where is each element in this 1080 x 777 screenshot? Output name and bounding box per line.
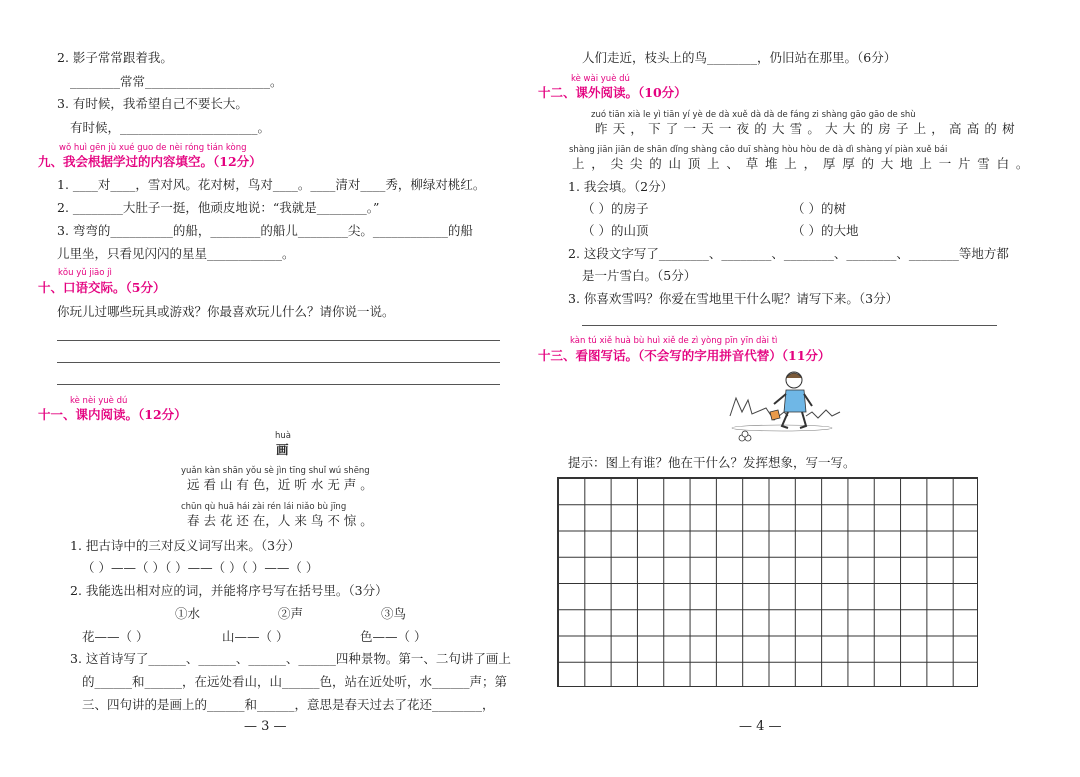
s12-q2-line2: 是一片雪白。（5分） [582,268,697,283]
s10-heading: 十、口语交际。（5分） [38,280,166,295]
passage-line2: 上，尖尖的山顶上、草堆上，厚厚的大地上一片雪白。 [572,156,1036,171]
page-number-left: — 3 — [244,719,287,734]
page-number-right: — 4 — [739,719,782,734]
q2-fill-flower[interactable]: 花——（ ） [82,629,149,644]
poem-line2-pinyin: chūn qù huā hái zài rén lái niǎo bù jīng [181,502,347,512]
s11-q1: 1. 把古诗中的三对反义词写出来。（3分） [70,538,301,553]
q8-item2: 2. 影子常常跟着我。 [57,50,173,65]
passage-line1: 昨天，下了一天一夜的大雪。大大的房子上，高高的树 [595,121,1020,136]
s10-pinyin: kǒu yǔ jiāo jì [58,268,112,278]
poem-line2: 春 去 花 还 在，人 来 鸟 不 惊 。 [187,513,373,528]
s9-pinyin: wǒ huì gēn jù xué guo de nèi róng tián kòng [59,143,247,153]
s12-pinyin: kè wài yuè dú [571,74,630,84]
s11-heading: 十一、课内阅读。（12分） [38,407,187,422]
s12-heading: 十二、课外阅读。（10分） [538,85,687,100]
s12-q3: 3. 你喜欢雪吗？你爱在雪地里干什么呢？请写下来。（3分） [568,291,899,306]
poem-line1-pinyin: yuǎn kàn shān yǒu sè jìn tīng shuǐ wú shēng [181,466,370,476]
s11-q2: 2. 我能选出相对应的词，并能将序号写在括号里。（3分） [70,583,388,598]
s12-q1: 1. 我会填。（2分） [568,179,674,194]
option-bird: ③鸟 [381,606,407,621]
answer-line[interactable] [57,340,500,341]
s9-line1[interactable]: 1. ____对____，雪对风。花对树，鸟对____。____清对____秀，柳绿对桃红。 [57,177,486,192]
q2-fill-mountain[interactable]: 山——（ ） [222,629,289,644]
answer-line[interactable] [57,362,500,363]
answer-line[interactable] [582,325,997,326]
s9-line3[interactable]: 3. 弯弯的__________的船，________的船儿________尖。____________的船 [57,223,473,238]
q8-item2-fill[interactable]: ________常常____________________。 [70,74,283,89]
q8-item3-fill[interactable]: 有时候，______________________。 [70,120,271,135]
passage-line1-pinyin: zuó tiān xià le yì tiān yí yè de dà xuě dà dà de fáng zi shàng gāo gāo de shù [591,110,916,120]
writing-grid[interactable] [557,477,978,687]
s9-heading: 九、我会根据学过的内容填空。（12分） [38,154,262,169]
child-playing-illustration [722,368,842,448]
s9-line4[interactable]: 儿里坐，只看见闪闪的星星____________。 [57,246,295,261]
s13-heading: 十三、看图写话。（不会写的字用拼音代替）（11分） [538,348,831,363]
passage-line2-pinyin: shàng jiān jiān de shān dǐng shàng cǎo duī shàng hòu hòu de dà dì shàng yí piàn xuě bái [569,145,948,155]
poem-line1: 远 看 山 有 色，近 听 水 无 声 。 [187,477,373,492]
option-water: ①水 [175,606,201,621]
s13-hint: 提示：图上有谁？他在干什么？发挥想象，写一写。 [568,455,856,470]
s11-pinyin: kè nèi yuè dú [70,396,128,406]
s11-continuation[interactable]: 人们走近，枝头上的鸟________，仍旧站在那里。（6分） [582,50,897,65]
s9-line2[interactable]: 2. ________大肚子一挺，他顽皮地说：“我就是________。” [57,200,380,215]
s13-pinyin: kàn tú xiě huà bù huì xiě de zì yòng pīn yīn dài tì [570,336,778,346]
answer-line[interactable] [57,384,500,385]
s11-q3-line2[interactable]: 的______和______，在远处看山，山______色，站在近处听，水______声；第 [82,674,508,689]
s11-q3-line1[interactable]: 3. 这首诗写了______、______、______、______四种景物。第一、二句讲了画上 [70,651,511,666]
s12-q1-c[interactable]: （ ）的山顶 [582,223,649,238]
s11-q3-line3[interactable]: 三、四句讲的是画上的______和______，意思是春天过去了花还________， [82,697,495,712]
s12-q2-line1[interactable]: 2. 这段文字写了________、________、________、________、________等地方都 [568,246,1009,261]
s12-q1-a[interactable]: （ ）的房子 [582,201,649,216]
s10-question: 你玩儿过哪些玩具或游戏？你最喜欢玩儿什么？请你说一说。 [57,304,395,319]
poem-title-pinyin: huà [275,431,291,441]
q2-fill-color[interactable]: 色——（ ） [360,629,427,644]
poem-title: 画 [276,442,289,457]
q8-item3: 3. 有时候，我希望自己不要长大。 [57,96,248,111]
s12-q1-d[interactable]: （ ）的大地 [792,223,859,238]
s12-q1-b[interactable]: （ ）的树 [792,201,846,216]
s11-q1-fill[interactable]: （ ）——（ ）（ ）——（ ）（ ）——（ ） [82,560,319,575]
option-sound: ②声 [278,606,304,621]
